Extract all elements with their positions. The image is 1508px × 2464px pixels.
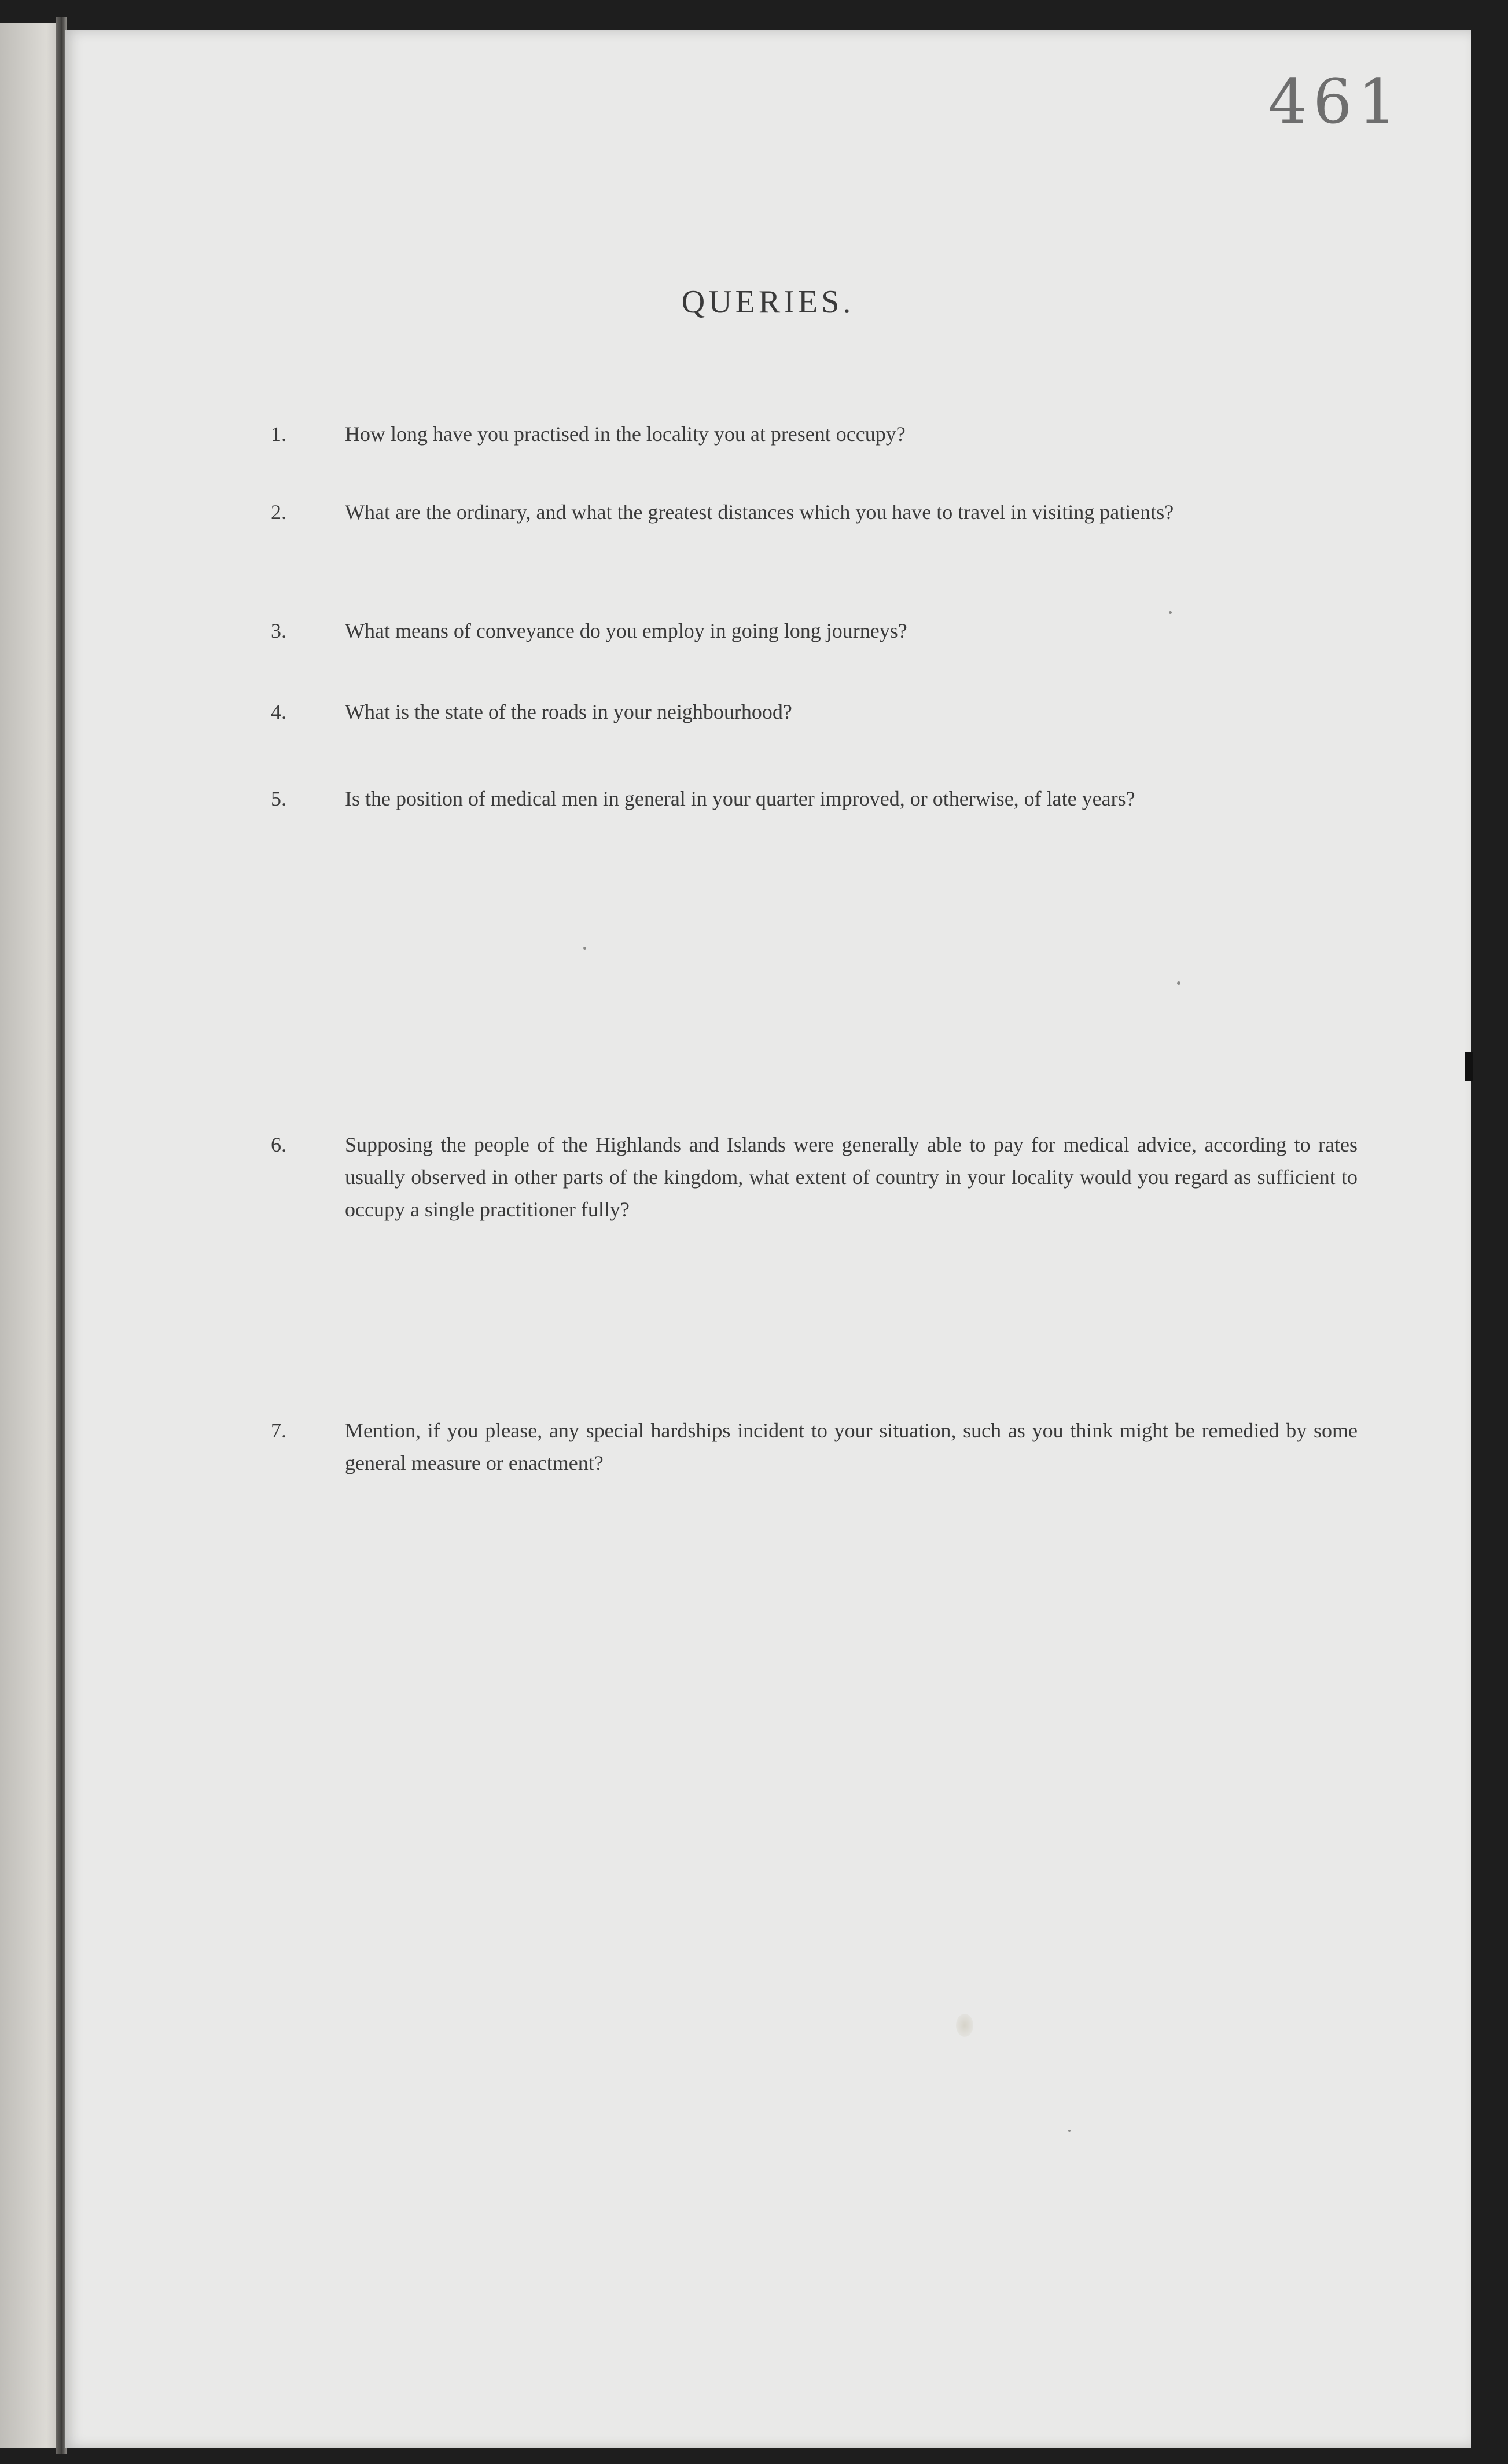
query-text: Mention, if you please, any special hardships incident to your situation, such as you think might be remedied by some general measure or enactment?: [345, 1419, 1358, 1474]
query-number: 3.: [271, 619, 286, 642]
query-item: [271, 496, 1358, 528]
query-text: What means of conveyance do you employ in going long journeys?: [345, 619, 907, 642]
query-number: 5.: [271, 787, 286, 810]
query-item: [271, 1414, 1358, 1479]
paper-speck: [1068, 2130, 1071, 2132]
query-text: Supposing the people of the Highlands and Islands were generally able to pay for medical advice, according to rates usually observed in other parts of the kingdom, what extent of country in your locality would you regard as sufficient to occupy a single practitioner fully?: [345, 1133, 1358, 1221]
paper-speck: [1169, 611, 1172, 614]
query-item: [271, 696, 1358, 728]
page-number: 461: [1268, 66, 1403, 137]
previous-page-edge: [0, 23, 58, 2448]
query-text: What are the ordinary, and what the greatest distances which you have to travel in visiting patients?: [345, 501, 1174, 524]
query-number: 7.: [271, 1419, 286, 1442]
paper-speck: [583, 947, 586, 950]
query-number: 1.: [271, 422, 286, 446]
paper-stain: [956, 2014, 973, 2037]
query-item: [271, 782, 1358, 815]
query-item: [271, 1128, 1358, 1226]
page-edge-mark: [1465, 1052, 1473, 1081]
document-page: [65, 30, 1471, 2448]
query-item: [271, 615, 1358, 647]
query-text: How long have you practised in the locality you at present occupy?: [345, 422, 906, 446]
query-number: 6.: [271, 1133, 286, 1156]
query-number: 4.: [271, 700, 286, 723]
page-title: QUERIES.: [681, 284, 855, 320]
paper-speck: [1177, 981, 1180, 985]
query-text: What is the state of the roads in your neighbourhood?: [345, 700, 792, 723]
query-item: [271, 418, 1358, 450]
query-number: 2.: [271, 501, 286, 524]
query-text: Is the position of medical men in general in your quarter improved, or otherwise, of late years?: [345, 787, 1135, 810]
